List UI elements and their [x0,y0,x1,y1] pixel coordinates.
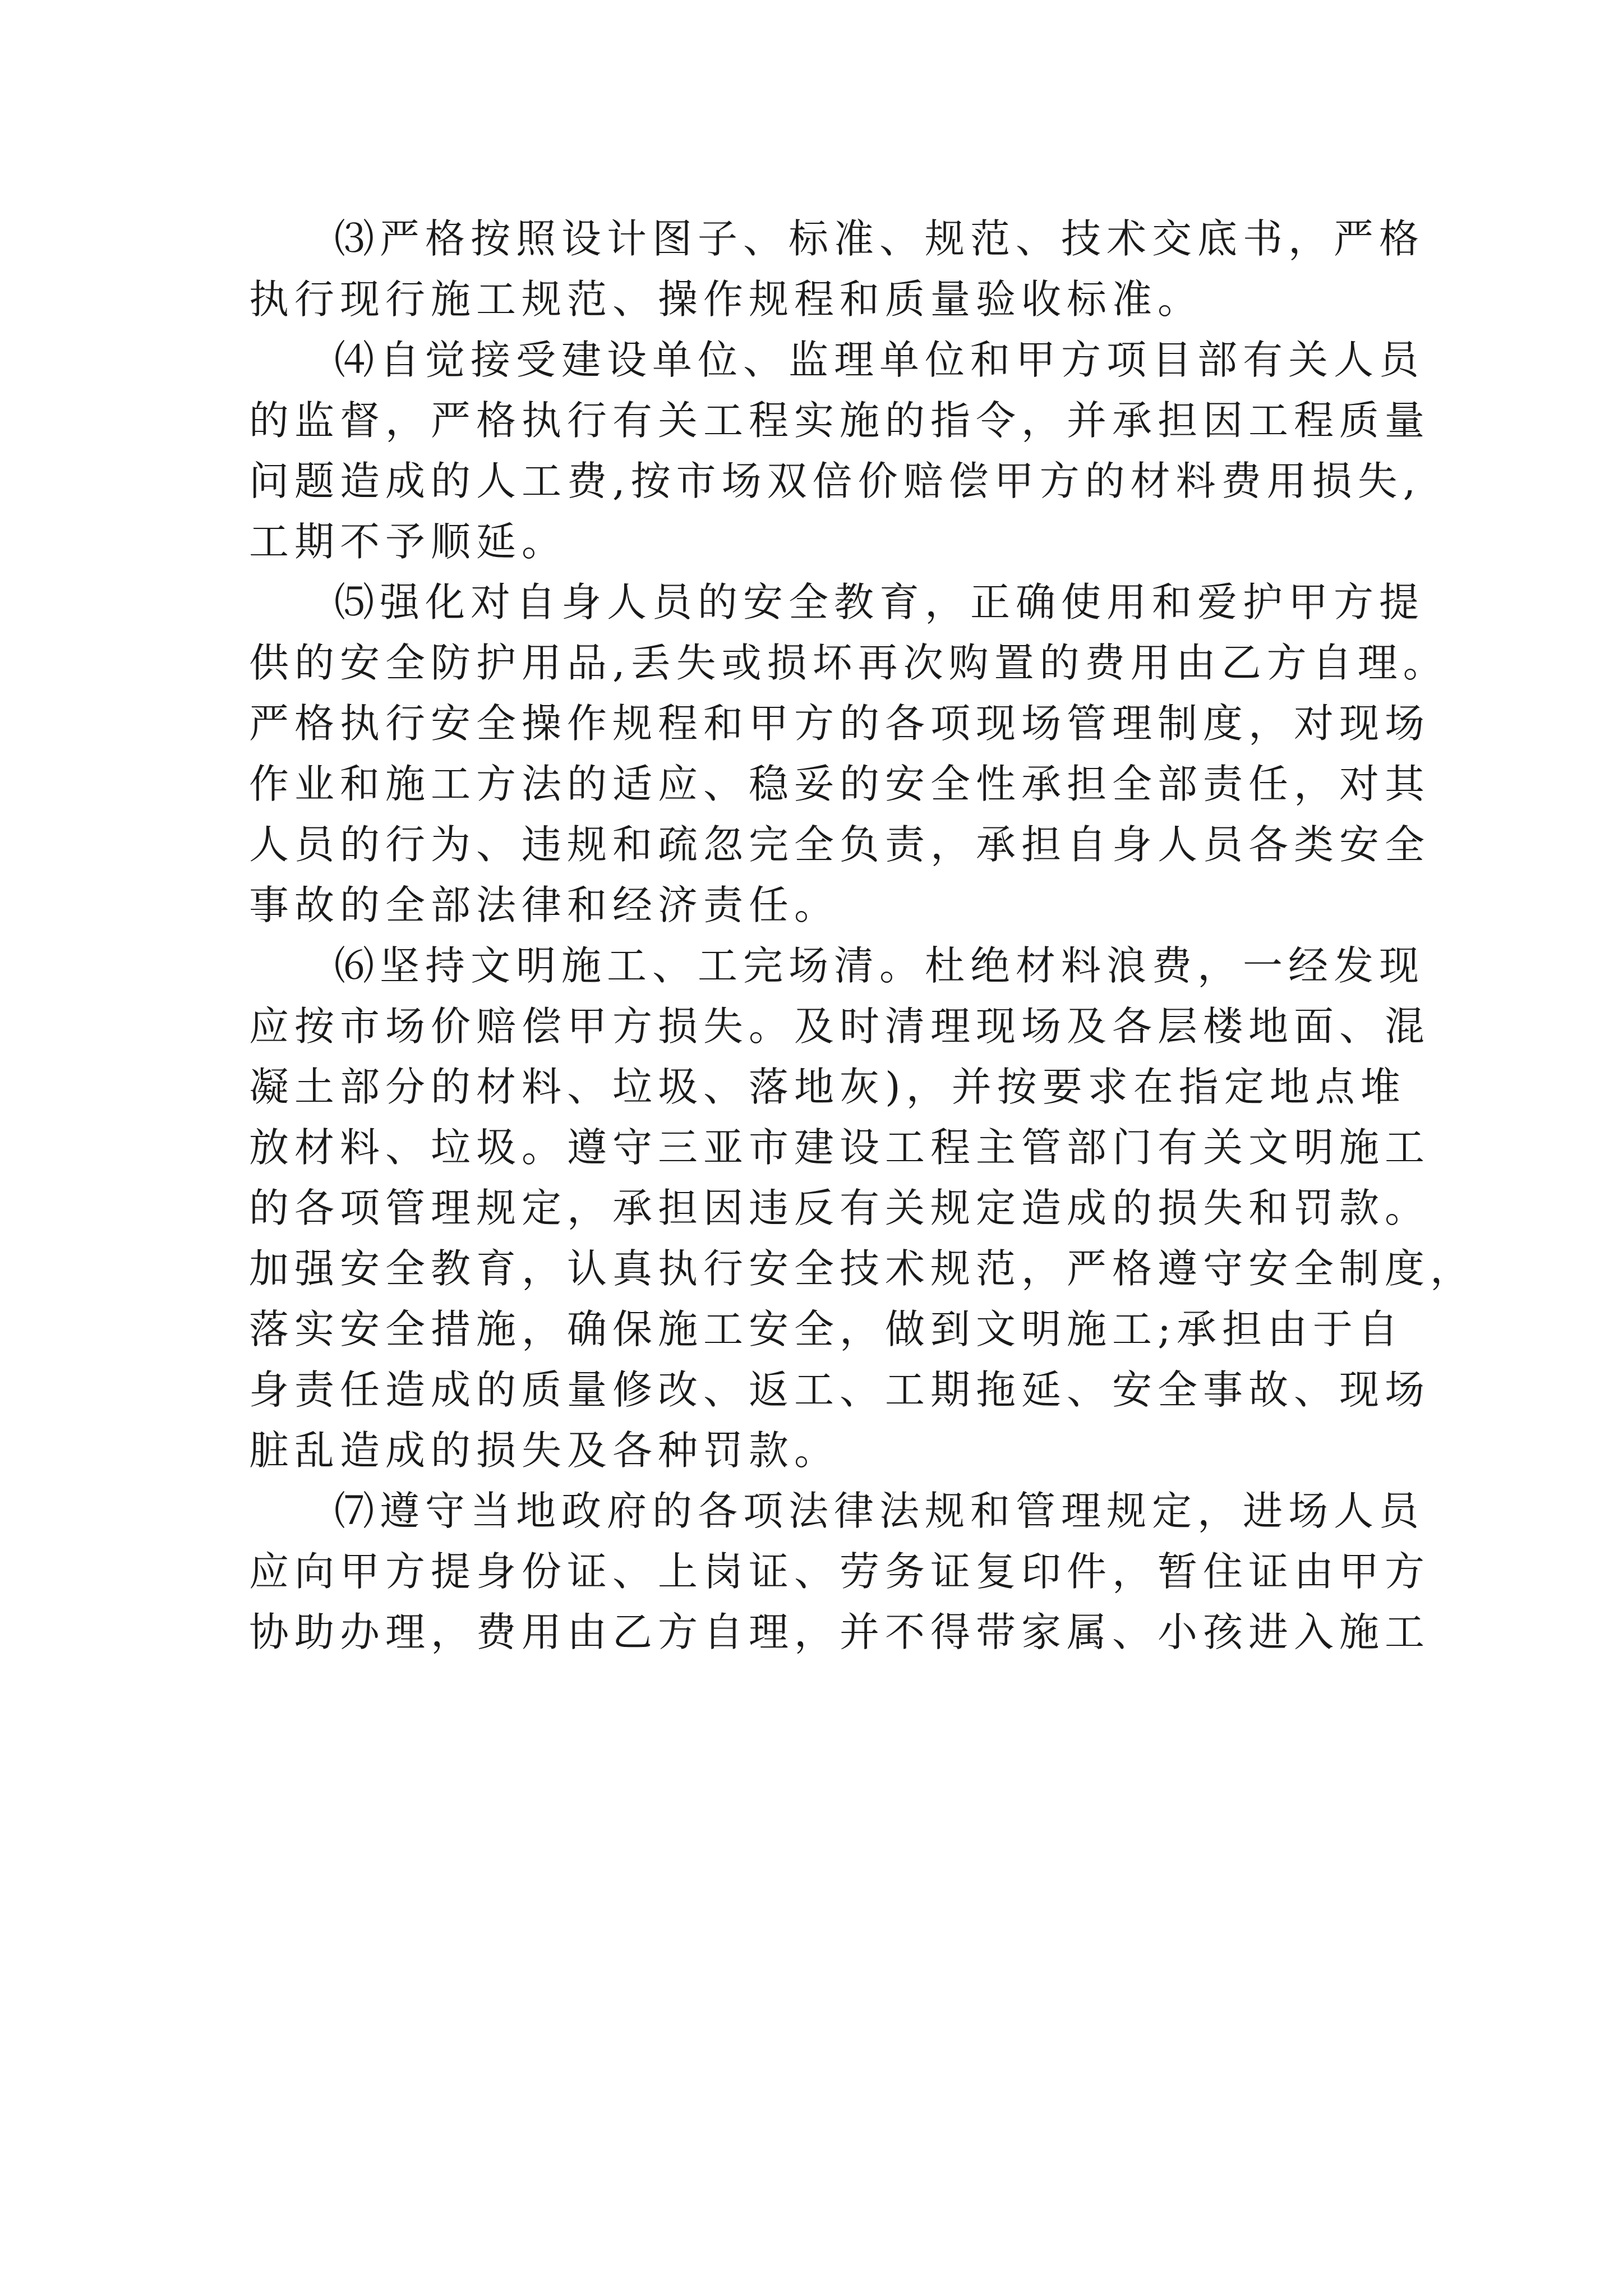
body-text [249,209,1476,1663]
text-line: 应向甲方提身份证、上岗证、劳务证复印件，暂住证由甲方 [249,1548,1431,1595]
text-line: 凝土部分的材料、垃圾、落地灰)，并按要求在指定地点堆 [249,1064,1406,1110]
text-line: ⑺遵守当地政府的各项法律法规和管理规定，进场人员 [334,1488,1425,1534]
text-line: 工期不予顺延。 [249,518,568,565]
text-line: 身责任造成的质量修改、返工、工期拖延、安全事故、现场 [249,1366,1431,1413]
text-line: ⑶严格按照设计图子、标准、规范、技术交底书，严格 [334,215,1425,262]
paragraph-7 [249,1481,1431,1663]
text-line: 放材料、垃圾。遵守三亚市建设工程主管部门有关文明施工 [249,1124,1431,1171]
text-line: 协助办理，费用由乙方自理，并不得带家属、小孩进入施工 [249,1609,1431,1655]
paragraph-3 [249,209,1425,330]
text-line: ⑸强化对自身人员的安全教育，正确使用和爱护甲方提 [334,579,1425,625]
text-line: ⑹坚持文明施工、工完场清。杜绝材料浪费，一经发现 [334,942,1425,989]
text-line: 事故的全部法律和经济责任。 [249,882,840,928]
text-line: 的各项管理规定，承担因违反有关规定造成的损失和罚款。 [249,1185,1431,1231]
text-line: 落实安全措施，确保施工安全，做到文明施工;承担由于自 [249,1306,1404,1352]
text-line: 作业和施工方法的适应、稳妥的安全性承担全部责任，对其 [249,761,1431,807]
paragraph-4 [249,330,1431,572]
text-line: 供的安全防护用品,丢失或损坏再次购置的费用由乙方自理。 [249,639,1449,686]
paragraph-6 [249,936,1476,1481]
text-line: 加强安全教育，认真执行安全技术规范，严格遵守安全制度， [249,1245,1476,1292]
text-line: 的监督，严格执行有关工程实施的指令，并承担因工程质量 [249,397,1431,444]
text-line: 应按市场价赔偿甲方损失。及时清理现场及各层楼地面、混 [249,1003,1431,1050]
text-line: 执行现行施工规范、操作规程和质量验收标准。 [249,276,1204,323]
text-line: 问题造成的人工费,按市场双倍价赔偿甲方的材料费用损失, [249,458,1422,504]
text-line: ⑷自觉接受建设单位、监理单位和甲方项目部有关人员 [334,337,1425,383]
paragraph-5 [249,572,1449,936]
text-line: 脏乱造成的损失及各种罚款。 [249,1427,840,1474]
text-line: 人员的行为、违规和疏忽完全负责，承担自身人员各类安全 [249,821,1431,868]
text-line: 严格执行安全操作规程和甲方的各项现场管理制度，对现场 [249,700,1431,747]
